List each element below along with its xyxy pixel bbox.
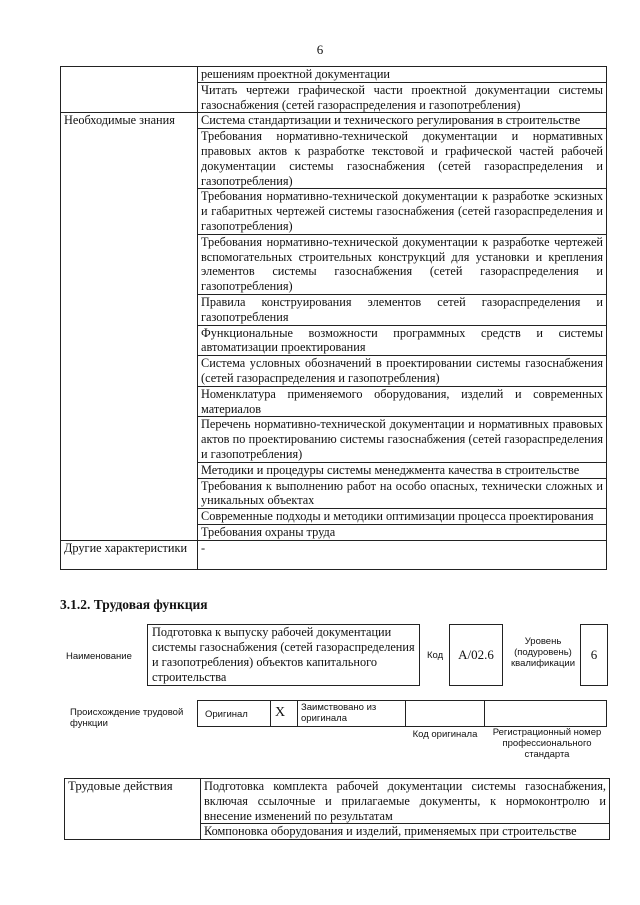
table-cell: Перечень нормативно-технической документации и нормативных правовых актов по проектированию системы газоснабжения (сетей газораспределения и газопотребления): [198, 417, 607, 462]
table-cell: Система условных обозначений в проектировании системы газоснабжения (сетей газораспределения и газопотребления): [198, 356, 607, 387]
function-name-box: Подготовка к выпуску рабочей документации системы газоснабжения (сетей газораспределения и газопотребления) объектов капитального строительства: [147, 624, 420, 686]
table-cell: Компоновка оборудования и изделий, применяемых при строительстве: [201, 824, 610, 840]
table-row: [61, 113, 607, 129]
table-cell: Читать чертежи графической части проектной документации системы газоснабжения (сетей газораспределения и газопотребления): [198, 82, 607, 113]
code-box: A/02.6: [449, 624, 503, 686]
origin-label: Происхождение трудовой функции: [70, 707, 184, 729]
other-value: -: [198, 540, 607, 569]
table-cell: Правила конструирования элементов сетей газораспределения и газопотребления: [198, 294, 607, 325]
borrowed-label: Заимствовано из оригинала: [301, 702, 377, 724]
table-cell: Система стандартизации и технического регулирования в строительстве: [198, 113, 607, 129]
table-cell: решениям проектной документации: [198, 67, 607, 83]
table-cell: Номенклатура применяемого оборудования, изделий и современных материалов: [198, 386, 607, 417]
table-cell: Методики и процедуры системы менеджмента качества в строительстве: [198, 462, 607, 478]
original-mark: X: [275, 705, 286, 720]
table-cell: Подготовка комплекта рабочей документации системы газоснабжения, включая ссылочные и прилагаемые документы, к нормоконтролю и внесение изменений по результатам: [201, 779, 610, 824]
other-label: Другие характеристики: [61, 540, 198, 569]
table-cell: Требования нормативно-технической документации к разработке чертежей вспомогательных строительных конструкций для установки и крепления элементов системы газоснабжения (сетей газораспределения и газопотребления): [198, 234, 607, 294]
table-cell: Требования охраны труда: [198, 524, 607, 540]
code-label: Код: [427, 650, 444, 661]
reg-caption: Регистрационный номер профессионального стандарта: [492, 727, 602, 760]
table-cell: Требования нормативно-технической документации к разработке эскизных и габаритных чертежей системы газоснабжения (сетей газораспределения и газопотребления): [198, 189, 607, 234]
actions-table: [64, 778, 610, 840]
table-cell: Требования к выполнению работ на особо опасных, технически сложных и уникальных объектах: [198, 478, 607, 509]
level-label: Уровень (подуровень) квалификации: [510, 636, 576, 669]
table-cell: Современные подходы и методики оптимизации процесса проектирования: [198, 509, 607, 525]
original-label: Оригинал: [205, 709, 248, 720]
table-row: [61, 67, 607, 83]
code-caption: Код оригинала: [412, 729, 478, 740]
knowledge-label: Необходимые знания: [61, 113, 198, 540]
table-row: [61, 540, 607, 569]
knowledge-table: [60, 66, 607, 570]
name-label: Наименование: [66, 651, 132, 662]
section-title: 3.1.2. Трудовая функция: [60, 597, 208, 612]
level-box: 6: [580, 624, 608, 686]
table-cell: Требования нормативно-технической документации и нормативных правовых актов к разработке текстовой и графической частей рабочей документации системы газоснабжения (сетей газораспределения и газопотребления): [198, 129, 607, 189]
origin-box: [197, 700, 607, 727]
actions-label: Трудовые действия: [65, 779, 201, 840]
table-cell: Функциональные возможности программных средств и системы автоматизации проектирования: [198, 325, 607, 356]
page-number: 6: [316, 42, 324, 57]
table-row: [65, 779, 610, 824]
